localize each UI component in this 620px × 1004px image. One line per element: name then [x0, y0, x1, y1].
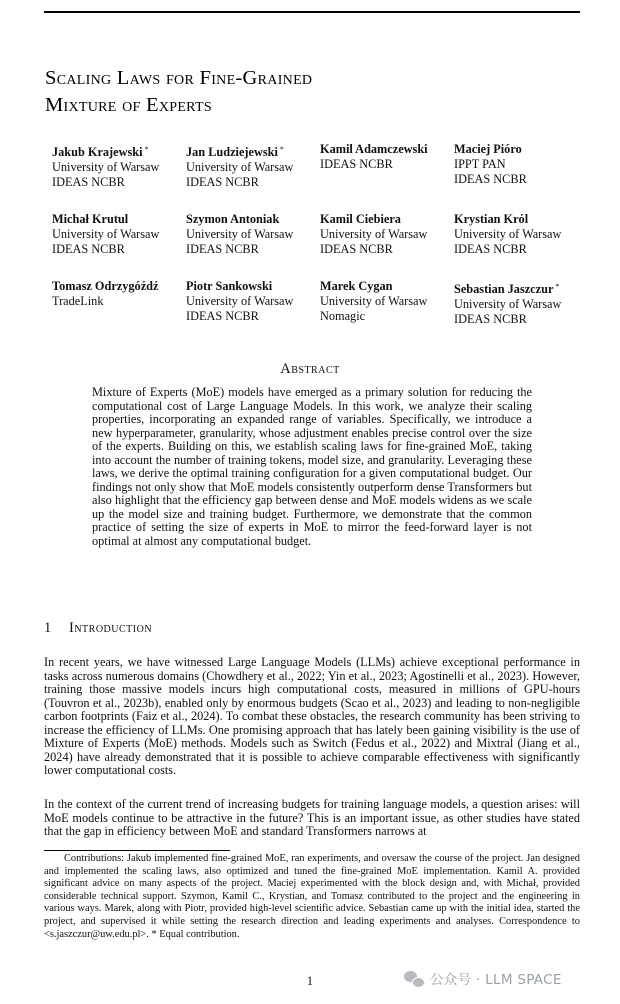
author-affiliation: University of Warsaw — [320, 294, 428, 308]
author-affiliation: IDEAS NCBR — [454, 242, 527, 256]
author — [52, 279, 186, 327]
author-name: Jakub Krajewski * — [52, 145, 149, 159]
intro-paragraph-2: In the context of the current trend of increasing budgets for training language models, a question arises: will MoE models continue to be attractive in the future? This is an important issue, as other studies have stated that the gap in efficiency between MoE and standard Transformers narrows at — [44, 797, 580, 838]
author-block — [52, 142, 592, 349]
author-affiliation: University of Warsaw — [454, 227, 562, 241]
equal-contribution-mark: * — [555, 282, 560, 291]
author-name: Kamil Adamczewski — [320, 142, 428, 156]
author — [320, 142, 454, 190]
author-affiliation: IPPT PAN — [454, 157, 506, 171]
author-name: Maciej Pióro — [454, 142, 522, 156]
author-name: Krystian Król — [454, 212, 529, 226]
author-affiliation: University of Warsaw — [454, 297, 562, 311]
footnote-rule — [44, 850, 230, 851]
author — [186, 142, 320, 190]
author-affiliation: Nomagic — [320, 309, 366, 323]
author — [320, 279, 454, 327]
intro-paragraph-1: In recent years, we have witnessed Large Language Models (LLMs) achieve exceptional performance in tasks across numerous domains (Chowdhery et al., 2022; Yin et al., 2023; Agostinelli et al., 2023). However, training those massive models incurs high computational costs, measured in millions of GPU-hours (Touvron et al., 2023b), enabled only by enormous budgets (Scao et al., 2023) and leading to non-negligible carbon footprints (Faiz et al., 2024). To combat these obstacles, the research community has been striving to increase the efficiency of LLMs. One promising approach that has lately been gaining visibility is the use of Mixture of Experts (MoE) methods. Models such as Switch (Fedus et al., 2022) and Mixtral (Jiang et al., 2024) have already demonstrated that it is possible to achieve comparable effectiveness with significantly lower computational costs. — [44, 655, 580, 777]
author-name: Sebastian Jaszczur * — [454, 282, 560, 296]
contributions-footnote: Contributions: Jakub implemented fine-grained MoE, ran experiments, and oversaw the course of the project. Jan designed and implemented the scaling laws, also optimized and tuned the fine-grained MoE implementation. Kamil A. provided significant advice on many aspects of the project. Maciej experimented with the block design and, with Michał, provided considerable technical support. Szymon, Kamil C., Krystian, and Tomasz contributed to the project and the engineering in various ways. Marek, along with Piotr, provided high-level scientific advice. Sebastian came up with the initial idea, started the project, and supervised it while setting the research direction and leading experiments and analyses. Correspondence to <s.jaszczur@uw.edu.pl>. * Equal contribution. — [44, 853, 580, 940]
title-line-1: Scaling Laws for Fine-Grained — [45, 67, 313, 89]
title-line-2: Mixture of Experts — [45, 94, 212, 116]
watermark-text: 公众号 · LLM SPACE — [430, 972, 562, 988]
author-name: Kamil Ciebiera — [320, 212, 401, 226]
author — [454, 212, 588, 257]
wechat-icon — [404, 969, 424, 987]
author — [52, 142, 186, 190]
abstract-text: Mixture of Experts (MoE) models have emerged as a primary solution for reducing the computational cost of Large Language Models. In this work, we analyze their scaling properties, incorporating an expanded range of variables. Specifically, we introduce a new hyperparameter, granularity, whose adjustment enables precise control over the size of the experts. Building on this, we establish scaling laws for fine-grained MoE, taking into account the number of training tokens, model size, and granularity. Leveraging these laws, we derive the optimal training configuration for a given computational budget. Our findings not only show that MoE models consistently outperform dense Transformers but also highlight that the efficiency gap between dense and MoE models widens as we scale up the model size and training budget. Furthermore, we demonstrate that the common practice of setting the size of experts in MoE to mirror the feed-forward layer is not optimal at almost any computational budget. — [92, 385, 532, 548]
author — [52, 212, 186, 257]
author — [186, 279, 320, 327]
author-affiliation: IDEAS NCBR — [186, 242, 259, 256]
paper-title — [45, 65, 312, 119]
top-rule-thick — [44, 11, 580, 13]
author-affiliation: IDEAS NCBR — [52, 175, 125, 189]
author-affiliation: IDEAS NCBR — [186, 309, 259, 323]
section-number: 1 — [44, 620, 52, 636]
author-name: Michał Krutul — [52, 212, 129, 226]
author — [320, 212, 454, 257]
author-name: Szymon Antoniak — [186, 212, 280, 226]
author-affiliation: University of Warsaw — [186, 227, 294, 241]
page-number: 1 — [306, 974, 314, 988]
author-row — [52, 279, 592, 327]
author-affiliation: IDEAS NCBR — [186, 175, 259, 189]
author-affiliation: University of Warsaw — [186, 294, 294, 308]
author-name: Marek Cygan — [320, 279, 393, 293]
author-affiliation: IDEAS NCBR — [454, 172, 527, 186]
author-name: Piotr Sankowski — [186, 279, 273, 293]
author-affiliation: IDEAS NCBR — [320, 157, 393, 171]
author — [186, 212, 320, 257]
author-name: Jan Ludziejewski * — [186, 145, 284, 159]
author-affiliation: TradeLink — [52, 294, 104, 308]
section-title: Introduction — [69, 620, 153, 636]
author-row — [52, 142, 592, 190]
author-affiliation: IDEAS NCBR — [320, 242, 393, 256]
author-affiliation: University of Warsaw — [52, 227, 160, 241]
author-affiliation: IDEAS NCBR — [454, 312, 527, 326]
author-name: Tomasz Odrzygóźdź — [52, 279, 159, 293]
author-affiliation: University of Warsaw — [186, 160, 294, 174]
author-row — [52, 212, 592, 257]
abstract-heading: Abstract — [280, 361, 340, 377]
author — [454, 142, 588, 190]
equal-contribution-mark: * — [144, 145, 149, 154]
author-affiliation: University of Warsaw — [52, 160, 160, 174]
author-affiliation: IDEAS NCBR — [52, 242, 125, 256]
author-affiliation: University of Warsaw — [320, 227, 428, 241]
section-heading — [44, 620, 152, 637]
equal-contribution-mark: * — [279, 145, 284, 154]
watermark — [404, 968, 562, 988]
author — [454, 279, 588, 327]
